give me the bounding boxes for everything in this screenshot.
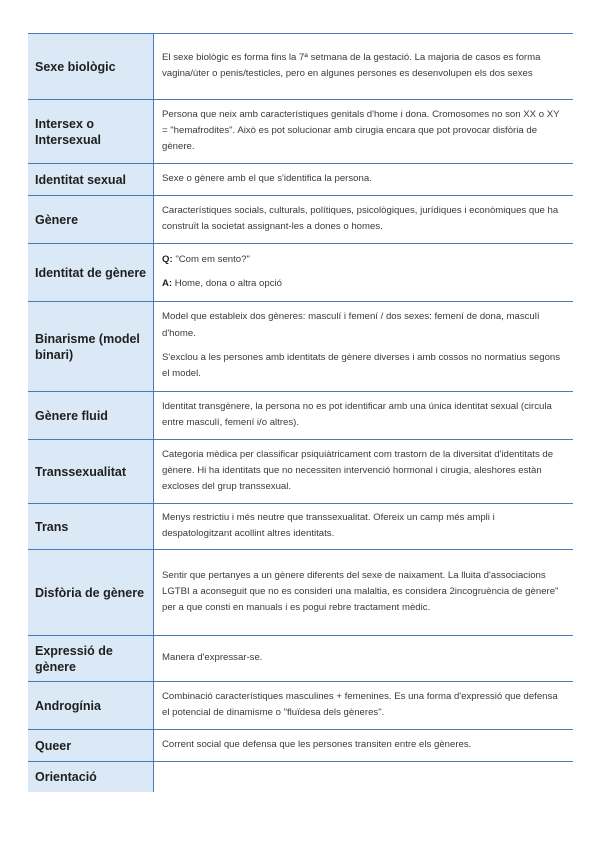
term-cell: Sexe biològic [28,34,154,100]
definition-cell [154,34,574,100]
definition-cell [154,302,574,392]
definition-cell [154,550,574,636]
term-cell: Orientació [28,762,154,792]
definition-text: Corrent social que defensa que les persones transiten entre els gèneres. [162,738,472,750]
definition-cell [154,392,574,440]
term-cell: Trans [28,504,154,550]
table-row [28,762,573,792]
definition-cell [154,100,574,164]
term-cell: Queer [28,730,154,762]
table-row [28,244,573,302]
definition-text: El sexe biològic es forma fins la 7ª setmana de la gestació. La majoria de casos es forma vagina/úter o penis/testicles, pero en algunes persones es desenvolupen els dos sexes [162,51,541,79]
definition-text: Característiques socials, culturals, polítiques, psicològiques, jurídiques i econòmiques que ha construït la societat assignant-les a dones o homes. [162,204,559,232]
definition-text: Menys restrictiu i més neutre que transsexualitat. Ofereix un camp més ampli i despatologitzant acollint altres identitats. [162,511,495,539]
term-cell: Disfòria de gènere [28,550,154,636]
term-cell: Gènere [28,196,154,244]
definition-cell [154,682,574,730]
definition-text: S'exclou a les persones amb identitats de gènere diverses i amb cossos no normatius segons el model. [162,352,561,380]
table-row [28,392,573,440]
term-cell: Expressió de gènere [28,636,154,682]
table-row [28,302,573,392]
definition-text: Identitat transgènere, la persona no es pot identificar amb una única identitat sexual (circula entre masculí, femení i/o altres). [162,400,552,428]
definition-cell [154,164,574,196]
glossary-table [28,33,573,792]
definition-cell [154,440,574,504]
term-cell: Gènere fluid [28,392,154,440]
question-line: Q: "Com em sento?" [162,253,250,265]
table-row [28,504,573,550]
answer-line: A: Home, dona o altra opció [162,278,282,289]
table-row [28,100,573,164]
table-row [28,196,573,244]
table-row [28,440,573,504]
table-row [28,730,573,762]
definition-cell [154,504,574,550]
table-row [28,164,573,196]
definition-cell [154,762,574,792]
definition-cell [154,196,574,244]
term-cell: Binarisme (model binari) [28,302,154,392]
definition-text: Categoria mèdica per classificar psiquiàtricament com trastorn de la diversitat d'identitats de gènere. Hi ha identitats que no necessiten intervenció hormonal i cirugia, aleshores estàn excloses del grup transsexual. [162,448,554,493]
table-row [28,34,573,100]
term-cell: Identitat sexual [28,164,154,196]
definition-text: Model que estableix dos gèneres: masculí i femení / dos sexes: femení de dona, masculí d'home. [162,311,540,339]
definition-cell [154,730,574,762]
term-cell: Transsexualitat [28,440,154,504]
term-cell: Intersex o Intersexual [28,100,154,164]
table-row [28,550,573,636]
definition-text: Sexe o gènere amb el que s'identifica la persona. [162,172,372,184]
table-row [28,682,573,730]
table-row [28,636,573,682]
definition-text: Manera d'expressar-se. [162,651,263,663]
definition-cell [154,636,574,682]
term-cell: Identitat de gènere [28,244,154,302]
term-cell: Androgínia [28,682,154,730]
definition-text: Combinació característiques masculines + femenines. Es una forma d'expressió que defensa el potencial de dinamisme o "fluïdesa dels gèneres". [162,690,558,718]
definition-text: Persona que neix amb característiques genitals d'home i dona. Cromosomes no son XX o XY = "hemafrodites". Això es pot solucionar amb cirugia encara que pot provocar disfòria de gènere. [162,108,560,153]
definition-cell [154,244,574,302]
definition-text: Sentir que pertanyes a un gènere diferents del sexe de naixament. La lluita d'associacions LGTBI a aconseguit que no es consideri una malaltia, es considera 2incogruència de gènere" per a que consti en manuals i es pogui rebre tractament mèdic. [162,569,559,614]
